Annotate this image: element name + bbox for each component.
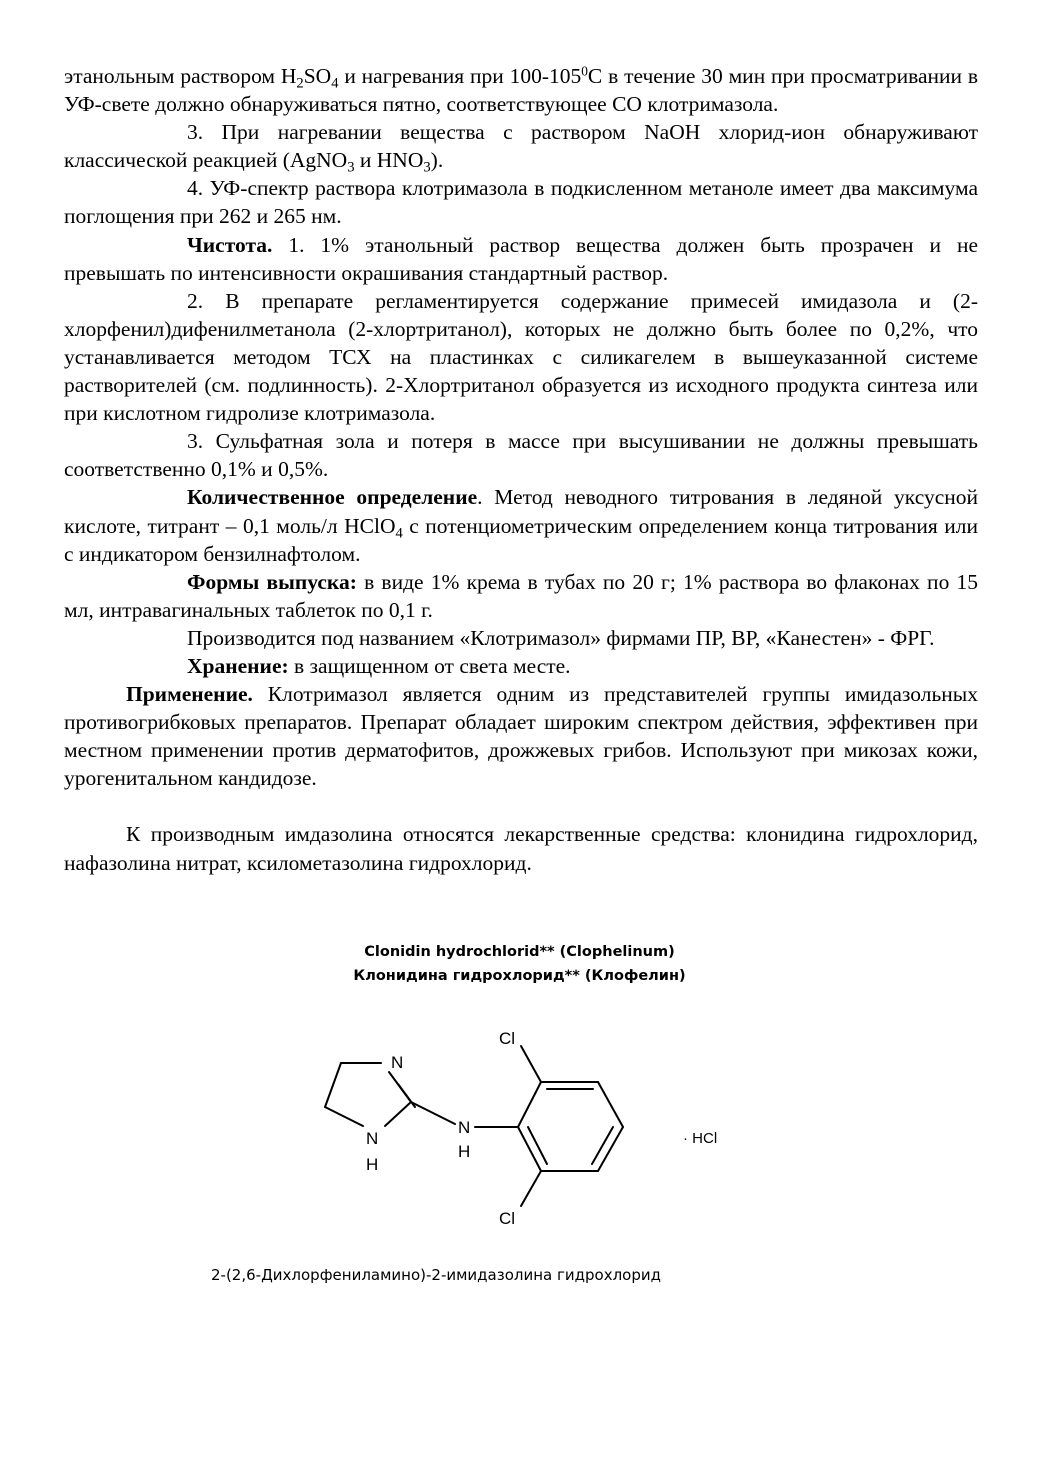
atom-n-ring: N [366,1129,379,1148]
atom-n-bridge: N [458,1118,471,1137]
bond [598,1127,623,1171]
figure-title-en: Clonidin hydrochlorid** (Clophelinum) [364,944,675,960]
bond [521,1046,541,1082]
paragraph-application: Применение. Клотримазол является одним из представителей группы имидазольных противогрибковых препаратов. Препарат обладает широким спектром действия, эффективен при местном применении против дерматофитов, дрожжевых грибов. Используют при микозах кожи, урогенитальном кандидозе. [64,682,978,791]
atom-n-top: N [391,1053,404,1072]
bond [521,1171,541,1206]
bond [385,1102,411,1126]
salt-hcl: · HCl [683,1130,718,1147]
bond [518,1082,541,1127]
paragraph-imidazoline-derivatives: К производным имдазолина относятся лекарственные средства: клонидина гидрохлорид, нафазолина нитрат, ксилометазолина гидрохлорид. [64,822,978,875]
bond [598,1082,623,1127]
paragraph-manufacturer: Производится под названием «Клотримазол» фирмами ПР, ВР, «Канестен» - ФРГ. [187,625,935,650]
bond [411,1102,455,1124]
paragraph-sulfate-ash: 3. Сульфатная зола и потеря в массе при высушивании не должны превышать соответственно 0,1% и 0,5%. [64,429,978,482]
figure-caption: 2-(2,6-Дихлорфениламино)-2-имидазолина гидрохлорид [211,1266,661,1284]
paragraph-dosage-forms: Формы выпуска: в виде 1% крема в тубах по 20 г; 1% раствора во флаконах по 15 мл, интравагинальных таблеток по 0,1 г. [64,569,979,622]
paragraph-uv-spectrum: 4. УФ-спектр раствора клотримазола в подкисленном метаноле имеет два максимума поглощения при 262 и 265 нм. [64,176,978,229]
paragraph-storage: Хранение: в защищенном от света месте. [187,653,571,678]
atom-cl-top: Cl [499,1029,516,1048]
atom-h-bridge: H [458,1142,471,1161]
bond [325,1107,363,1126]
paragraph-tlc-result: этанольным раствором $H_2SO_4$ и нагревания при $100-105^0C$ в течение 30 мин при просматривании в УФ-свете должно обнаруживаться пятно, соответствующее СО клотримазола. [64,63,978,117]
paragraph-purity: Чистота. 1. 1% этанольный раствор вещества должен быть прозрачен и не превышать по интенсивности окрашивания стандартный раствор. [64,232,978,285]
atom-cl-bottom: Cl [499,1209,516,1228]
paragraph-impurities: 2. В препарате регламентируется содержание примесей имидазола и (2-хлорфенил)дифенилметанола (2-хлортританол), которых не должно быть более по 0,2%, что устанавливается методом ТСХ на пластинках с силикагелем в вышеуказанной системе растворителей (см. подлинность). 2-Хлортританол образуется из исходного продукта синтеза или при кислотном гидролизе клотримазола. [64,288,978,426]
bond [518,1127,541,1171]
paragraph-chloride-test: 3. При нагревании вещества с раствором NaOH хлорид-ион обнаруживают классической реакцией (AgNO$_3$ и $HNO_3$). [64,120,978,176]
bond-double [592,1127,613,1164]
atom-h-ring: H [366,1155,379,1174]
paragraph-assay: Количественное определение. Метод неводного титрования в ледяной уксусной кислоте, титрант – 0,1 моль/л HClO$_4$ с потенциометрическим определением конца титрования или с индикатором бензилнафтолом. [64,485,979,566]
bond-double [528,1127,547,1164]
figure-title-ru: Клонидина гидрохлорид** (Клофелин) [353,968,686,984]
bond [325,1063,341,1107]
